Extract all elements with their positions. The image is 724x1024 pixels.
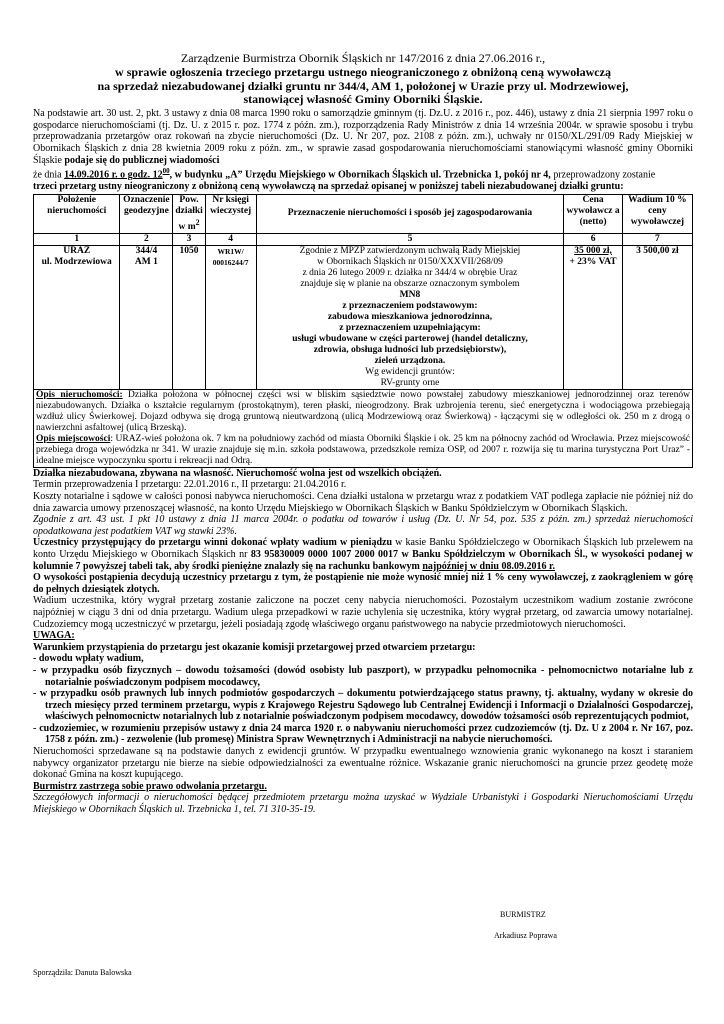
intro-line-2: że dnia 14.09.2016 r. o godz. $12^{00}$, w budynku „A” Urzędu Miejskiego w Obornikach Śląskich ul. Trzebnicka 1, pokój nr 4, przeprowadzony zostanie (33, 167, 656, 181)
intro-line-3: trzeci przetarg ustny nieograniczony z obniżoną ceną wywoławczą na sprzedaż opisanej w poniższej tabeli niezabudowanej działki gruntu: (33, 181, 624, 193)
cell-area: 1050 (173, 245, 205, 389)
body-p9: Nieruchomości sprzedawane są na podstawie danych z ewidencji gruntów. W przypadku ewentualnego wznowienia granic wykonanego na koszt i staraniem nabywcy organizator przetargu nie bierze na siebie odpowiedzialności za ewentualne różnice. Wskazanie granic nieruchomości na gruncie przez geodetę może dokonać Gmina na koszt kupującego. (33, 746, 693, 781)
prepared-by: Sporządziła: Danuta Balowska (33, 968, 132, 977)
list-item: - w przypadku osób fizycznych – dowodu tożsamości (dowód osobisty lub paszport), w przypadku pełnomocnika - pełnomocnictwo notarialne lub z notarialnie poświadczonym podpisem mocodawcy, (33, 664, 693, 688)
intro-bold: podaje się do publicznej wiadomości (64, 154, 220, 166)
list-item: - dowodu wpłaty wadium, (33, 653, 144, 665)
document-page (33, 52, 693, 816)
cell-location: URAZ ul. Modrzewiowa (34, 245, 120, 389)
cell-price: 35 000 zł, + 23% VAT (564, 245, 622, 389)
body-p10: Burmistrz zastrzega sobie prawo odwołania przetargu. (33, 780, 267, 792)
header-location: Położenie nieruchomości (34, 194, 120, 233)
table-number-row: 1 2 3 4 5 6 7 (34, 233, 693, 245)
body-p3: Koszty notarialne i sądowe w całości ponosi nabywca nieruchomości. Cena działki ustalona w przetargu wraz z podatkiem VAT podlega zapłacie nie później niż do dnia zawarcia umowy przenoszącej własność, na konto Urzędu Miejskiego w Obornikach Śląskich w Banku Spółdzielczym w Obornikach Śląskich. (33, 491, 693, 514)
title-line-4: stanowiącej własność Gminy Oborniki Śląskie. (243, 92, 483, 107)
auction-date: 14.09.2016 r. o godz. 12 (64, 169, 163, 181)
signature-role: BURMISTRZ (500, 910, 546, 919)
table-row (34, 245, 693, 389)
zoning-symbol: MN8 (399, 289, 421, 300)
header-land-register: Nr księgi wieczystej (205, 194, 256, 233)
description-box (33, 390, 693, 468)
intro-paragraph (33, 108, 693, 166)
body-p7: Wadium uczestnika, który wygrał przetarg zostanie zaliczone na poczet ceny nabycia nieruchomości. Pozostałym uczestnikom wadium zostanie zwrócone najpóźniej w ciągu 3 dni od dnia przetargu. Wadium ulega przepadkowi w razie uchylenia się uczestnika, który wygrał przetarg, od zawarcia umowy notarialnej. Cudzoziemcy mogą uczestniczyć w przetargu, jeżeli posiadają zgodę właściwego organu państwowego na nabycie przedmiotowych nieruchomości. (33, 595, 693, 630)
cell-purpose: Zgodnie z MPZP zatwierdzonym uchwałą Rady Miejskiej w Obornikach Śląskich nr 0150/XXXVII/268/09 z dnia 26 lutego 2009 r. działka nr 344/4 w obrębie Uraz znajduje się w planie na obszarze oznaczonym symbolem MN8 z przeznaczeniem podstawowym: zabudowa mieszkaniowa jednorodzinna, z przeznaczeniem uzupełniającym: usługi wbudowane w części parterowej (handel detaliczny, zdrowia, obsługa ludności lub przedsiębiorstw), zieleń urządzona. Wg ewidencji gruntów: RV-grunty orne (256, 245, 564, 389)
cell-deposit: 3 500,00 zł (622, 245, 692, 389)
table-header-row (34, 194, 693, 233)
cell-geodesy: 344/4 AM 1 (120, 245, 173, 389)
intro-text: Na podstawie art. 30 ust. 2, pkt. 3 ustawy z dnia 08 marca 1990 roku o samorządzie gminnym (tj. Dz.U. z 2016 r., poz. 446), ustawy z dnia 21 sierpnia 1997 roku o gospodarce nieruchomościami (tj. Dz. U. z 2015 r. poz. 1774 z późn. zm.), rozporządzenia Rady Ministrów z dnia 14 września 2004r. w sprawie sposobu i trybu przeprowadzania przetargów oraz rokowań na zbycie nieruchomości (Dz. U. Nr 207, poz. 2108 z późn. zm.), uchwały nr 0150/XL/291/09 Rady Miejskiej w Obornikach Śląskich z dnia 28 kwietnia 2009 roku z późn. zm., w sprawie zasad gospodarowania nieruchomościami stanowiącymi własność gminy Oborniki Śląskie (33, 108, 693, 166)
header-geodesy: Oznaczenie geodezyjne (120, 194, 173, 233)
body-p8: Warunkiem przystąpienia do przetargu jest okazanie komisji przetargowej przed otwarciem przetargu: (33, 641, 476, 653)
uwaga-heading: UWAGA: (33, 630, 75, 642)
title-line-3: na sprzedaż niezabudowanej działki gruntu nr 344/4, AM 1, położonej w Urazie przy ul. Modrzewiowej, (97, 78, 629, 93)
locality-description: Opis miejscowości: URAZ-wieś położona ok. 7 km na południowy zachód od miasta Oborniki Śląskie i ok. 25 km na północny zachód od Wrocławia. Przez miejscowość przebiega droga wojewódzka nr 341. W urazie znajduje się m.in. szkoła podstawowa, przedszkole remiza OSP, od 2007 r. rozwija się tu marina turystyczna Port Uraz” - idealne miejsce wypoczynku sportu i rekreacji nad Odrą. (36, 433, 690, 466)
property-table (33, 194, 693, 390)
body-p4: Zgodnie z art. 43 ust. 1 pkt 10 ustawy z dnia 11 marca 2004r. o podatku od towarów i usług (Dz. U. Nr 54, poz. 535 z późn. zm.) sprzedaż nieruchomości opodatkowana jest podatkiem VAT wg stawki 23%. (33, 514, 693, 537)
body-p11: Szczegółowych informacji o nieruchomości będącej przedmiotem przetargu można uzyskać w Wydziale Urbanistyki i Gospodarki Nieruchomościami Urzędu Miejskiego w Obornikach Śląskich ul. Trzebnicka 1, tel. 71 310-35-19. (33, 792, 693, 816)
property-description: Opis nieruchomości: Działka położona w północnej części wsi w bliskim sąsiedztwie nowo powstałej zabudowy mieszkaniowej jednorodzinnej oraz terenów niezabudowanych. Działka o kształcie regularnym (prostokątnym), teren płaski, nieogrodzony. Brak uzbrojenia terenu, sieć energetyczna i wodociągowa przebiegają wzdłuż ulicy Świerkowej. Dojazd odbywa się drogą gruntową nieutwardzoną (ulicą Modrzewiową oraz Świerkową) - łączącymi się w odległości ok. 250 m z drogą o nawierzchni asfaltowej (ulicą Brzeską). (36, 389, 690, 433)
list-item: - w przypadku osób prawnych lub innych podmiotów gospodarczych – dokumentu potwierdzającego status prawny, tj. aktualny, wydany w okresie do trzech miesięcy przed terminem przetargu, wypis z Krajowego Rejestru Sądowego lub Centralnej Ewidencji i Informacji o Działalności Gospodarczej, właściwych pełnomocnictw notarialnych lub z notarialnie poświadczonym podpisem mocodawcy, dowodów tożsamości osób reprezentujących podmiot, (33, 688, 693, 723)
body-p2: Termin przeprowadzenia I przetargu: 22.01.2016 r., II przetargu: 21.04.2016 r. (33, 479, 347, 491)
body-p5: Uczestnicy przystępujący do przetargu winni dokonać wpłaty wadium w pieniądzu w kasie Banku Spółdzielczego w Obornikach Śląskich lub przelewem na konto Urzędu Miejskiego w Obornikach Śląskich nr 83 95830009 0000 1007 2000 0017 w Banku Spółdzielczym w Obornikach Śl., w wysokości podanej w kolumnie 7 powyższej tabeli tak, aby środki pieniężne znalazły się na rachunku bankowym najpóźniej w dniu 08.09.2016 r. (33, 537, 693, 572)
header-area: Pow. działki w $m^2$ (173, 194, 205, 233)
title-line-1: Zarządzenie Burmistrza Obornik Śląskich nr 147/2016 z dnia 27.06.2016 r., (180, 51, 546, 65)
header-purpose: Przeznaczenie nieruchomości i sposób jej zagospodarowania (256, 194, 564, 233)
header-deposit: Wadium 10 % ceny wywoławczej (622, 194, 692, 233)
cell-land-register: WR1W/ 00016244/7 (205, 245, 256, 389)
title-line-2: w sprawie ogłoszenia trzeciego przetargu ustnego nieograniczonego z obniżoną ceną wywoławczą (115, 64, 611, 79)
header-price: Cena wywoławcz a (netto) (564, 194, 622, 233)
body-p1: Działka niezabudowana, zbywana na własność. Nieruchomość wolna jest od wszelkich obciążeń. (33, 467, 442, 479)
signature-name: Arkadiusz Poprawa (494, 931, 557, 940)
document-title (33, 52, 693, 107)
list-item: - cudzoziemiec, w rozumieniu przepisów ustawy z dnia 24 marca 1920 r. o nabywaniu nieruchomości przez cudzoziemców (tj. Dz. U z 2004 r. Nr 167, poz. 1758 z późn. zm.) - zezwolenie (lub promesę) Ministra Spraw Wewnętrznych i Administracji na nabycie nieruchomości. (33, 722, 693, 746)
body-p6: O wysokości postąpienia decydują uczestnicy przetargu z tym, że postąpienie nie może wynosić mniej niż 1 % ceny wywoławczej, z zaokrągleniem w górę do pełnych dziesiątek złotych. (33, 572, 693, 595)
